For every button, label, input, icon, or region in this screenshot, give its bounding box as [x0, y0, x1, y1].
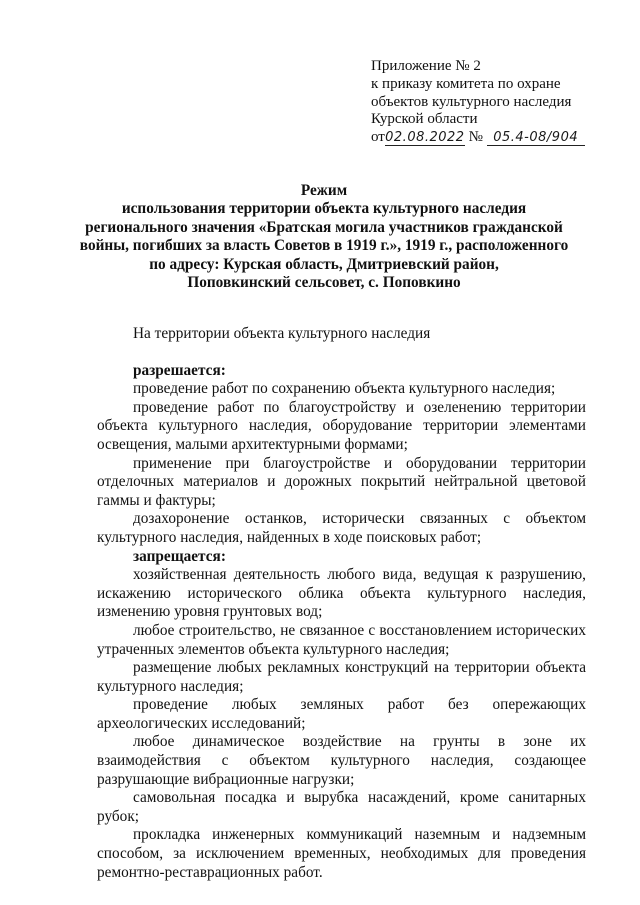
forbidden-item: любое динамическое воздействие на грунты в зоне их взаимодействия с объектом культурного наследия, создающее разрушающие вибрационные нагрузки;	[97, 733, 586, 788]
order-date-number-line	[371, 129, 631, 147]
forbidden-item: размещение любых рекламных конструкций на территории объекта культурного наследия;	[97, 659, 586, 695]
allowed-item: дозахоронение останков, исторически связанных с объектом культурного наследия, найденных в ходе поисковых работ;	[97, 510, 586, 546]
title-line: регионального значения «Братская могила участников гражданской	[85, 218, 563, 236]
title-line: использования территории объекта культурного наследия	[121, 200, 527, 218]
forbidden-item: самовольная посадка и вырубка насаждений, кроме санитарных рубок;	[97, 789, 586, 825]
from-prefix: от	[371, 129, 385, 146]
forbidden-item: хозяйственная деятельность любого вида, ведущая к разрушению, искажению исторического облика объекта культурного наследия, изменению уровня грунтовых вод;	[97, 566, 586, 621]
forbidden-heading: запрещается:	[133, 547, 226, 565]
forbidden-item: любое строительство, не связанное с восстановлением исторических утраченных элементов объекта культурного наследия;	[97, 621, 586, 658]
allowed-heading: разрешается:	[133, 361, 226, 379]
order-date-handwritten: 02.08.2022	[385, 130, 465, 146]
title-line: по адресу: Курская область, Дмитриевский район,	[149, 255, 499, 273]
appendix-line: Приложение № 2	[371, 58, 481, 74]
title-line: Режим	[300, 182, 348, 199]
allowed-item: применение при благоустройстве и оборудовании территории отделочных материалов и дорожных покрытий нейтральной цветовой гаммы и фактуры;	[97, 454, 586, 509]
allowed-item: проведение работ по сохранению объекта культурного наследия;	[133, 380, 556, 398]
appendix-line: объектов культурного наследия	[371, 93, 572, 110]
title-line: войны, погибших за власть Советов в 1919 г.», 1919 г., расположенного	[79, 237, 569, 255]
appendix-line: к приказу комитета по охране	[371, 75, 561, 92]
title-line: Поповкинский сельсовет, с. Поповкино	[187, 274, 461, 292]
appendix-line: Курской области	[371, 111, 478, 128]
number-sign: №	[468, 129, 483, 146]
document-title	[74, 182, 574, 292]
intro-paragraph: На территории объекта культурного наследия	[133, 325, 431, 342]
document-body	[97, 325, 586, 882]
order-number-handwritten: 05.4-08/904	[487, 131, 585, 146]
forbidden-item: прокладка инженерных коммуникаций наземным и надземным способом, за исключением временных, необходимых для проведения ремонтно-реставрационных работ.	[97, 826, 586, 881]
appendix-block	[371, 58, 631, 147]
forbidden-item: проведение любых земляных работ без опережающих археологических исследований;	[97, 696, 586, 732]
allowed-item: проведение работ по благоустройству и озеленению территории объекта культурного наследия, оборудование территории элементами освещения, малыми архитектурными формами;	[97, 398, 586, 453]
